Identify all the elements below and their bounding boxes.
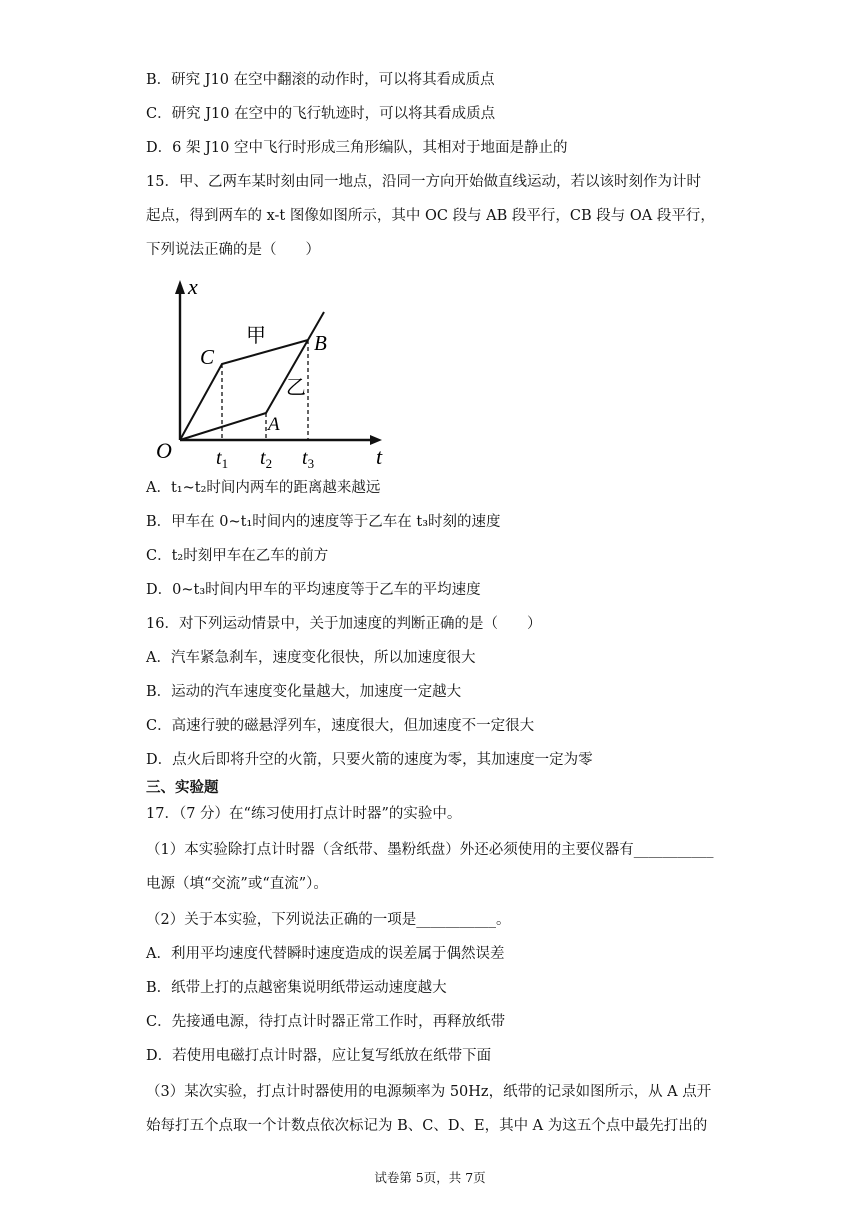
label-jia: 甲 xyxy=(246,325,266,347)
page-footer: 试卷第 5页，共 7页 xyxy=(374,1170,486,1185)
q17-part-1-line-2: 电源（填“交流”或“直流”）。 xyxy=(146,876,328,892)
q15-stem-line-3: 下列说法正确的是（ ） xyxy=(146,242,320,258)
q15-option-d: D．0~t₃时间内甲车的平均速度等于乙车的平均速度 xyxy=(146,582,481,598)
q16-stem: 16．对下列运动情景中，关于加速度的判断正确的是（ ） xyxy=(146,616,542,632)
t-axis-label: t xyxy=(376,444,383,469)
q17-option-b: B．纸带上打的点越密集说明纸带运动速度越大 xyxy=(146,980,447,996)
q17-part-3-line-1: （3）某次实验，打点计时器使用的电源频率为 50Hz，纸带的记录如图所示，从 A 点开 xyxy=(146,1084,712,1100)
q15-option-a: A．t₁~t₂时间内两车的距离越来越远 xyxy=(146,480,381,496)
x-axis-label: x xyxy=(188,274,198,299)
q17-option-c: C．先接通电源，待打点计时器正常工作时，再释放纸带 xyxy=(146,1014,506,1030)
origin-label: O xyxy=(156,438,172,463)
q14-option-d: D．6 架 J10 空中飞行时形成三角形编队，其相对于地面是静止的 xyxy=(146,140,568,156)
tick-t2: $t_2$ xyxy=(260,447,273,470)
q14-option-c: C．研究 J10 在空中的飞行轨迹时，可以将其看成质点 xyxy=(146,106,496,122)
q15-stem-line-2: 起点，得到两车的 x-t 图像如图所示，其中 OC 段与 AB 段平行，CB 段与 OA 段平行， xyxy=(146,208,715,224)
q17-stem: 17．（7 分）在“练习使用打点计时器”的实验中。 xyxy=(146,806,462,822)
q17-part-1-line-1: （1）本实验除打点计时器（含纸带、墨粉纸盘）外还必须使用的主要仪器有___________ xyxy=(146,842,714,858)
q16-option-b: B．运动的汽车速度变化量越大，加速度一定越大 xyxy=(146,684,462,700)
q17-option-a: A．利用平均速度代替瞬时速度造成的误差属于偶然误差 xyxy=(146,946,505,962)
q16-option-d: D．点火后即将升空的火箭，只要火箭的速度为零，其加速度一定为零 xyxy=(146,752,593,768)
label-yi: 乙 xyxy=(286,377,306,399)
point-c-label: C xyxy=(200,345,215,369)
x-axis-arrow xyxy=(175,280,185,294)
point-a-label: A xyxy=(268,414,280,435)
q14-option-b: B．研究 J10 在空中翻滚的动作时，可以将其看成质点 xyxy=(146,72,495,88)
q15-option-b: B．甲车在 0~t₁时间内的速度等于乙车在 t₃时刻的速度 xyxy=(146,514,501,530)
q16-option-c: C．高速行驶的磁悬浮列车，速度很大，但加速度不一定很大 xyxy=(146,718,535,734)
point-b-label: B xyxy=(314,331,327,355)
q15-option-c: C．t₂时刻甲车在乙车的前方 xyxy=(146,548,329,564)
tick-t3: $t_3$ xyxy=(302,447,315,470)
q15-stem-line-1: 15．甲、乙两车某时刻由同一地点，沿同一方向开始做直线运动，若以该时刻作为计时 xyxy=(146,174,701,190)
q17-part-3-line-2: 始每打五个点取一个计数点依次标记为 B、C、D、E，其中 A 为这五个点中最先打出的 xyxy=(146,1118,708,1134)
tick-t1: $t_1$ xyxy=(216,447,229,470)
q17-option-d: D．若使用电磁打点计时器，应让复写纸放在纸带下面 xyxy=(146,1048,492,1064)
q16-option-a: A．汽车紧急刹车，速度变化很快，所以加速度很大 xyxy=(146,650,476,666)
q17-part-2: （2）关于本实验，下列说法正确的一项是___________。 xyxy=(146,912,511,928)
xt-graph-figure xyxy=(150,270,400,470)
section-heading-experiment: 三、实验题 xyxy=(146,780,219,796)
